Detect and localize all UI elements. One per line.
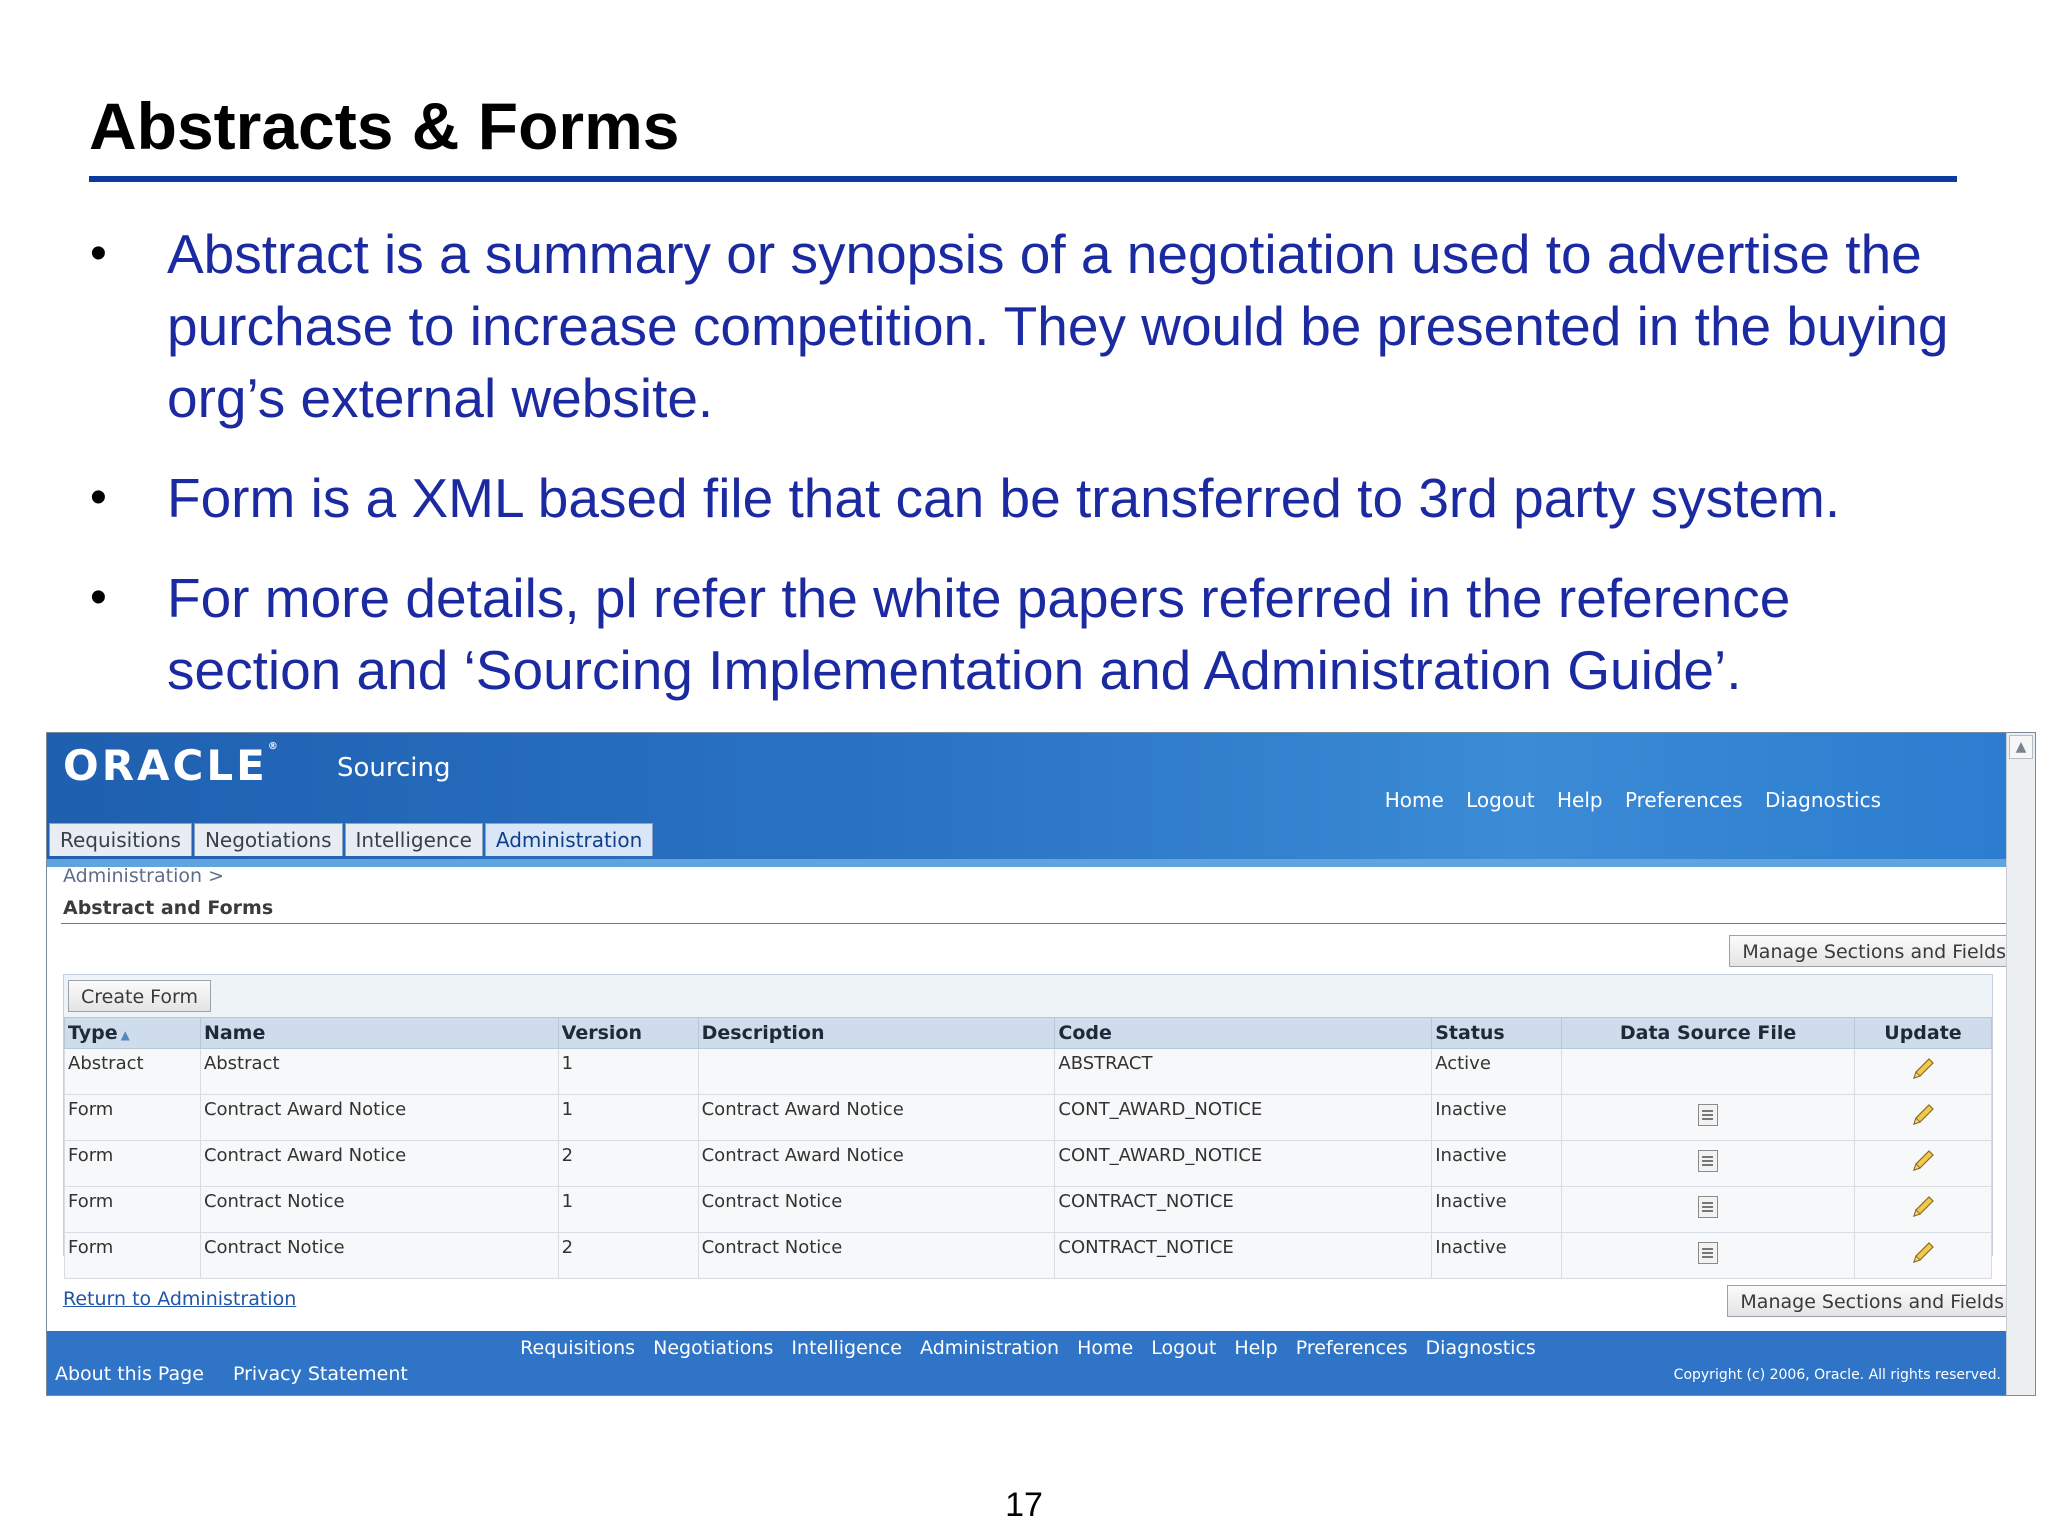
page-heading: Abstract and Forms (63, 897, 274, 919)
slide-title: Abstracts & Forms (89, 89, 680, 163)
footer-links (47, 1337, 2009, 1359)
cell-version: 2 (558, 1233, 698, 1279)
product-name: Sourcing (337, 753, 451, 783)
cell-code: CONTRACT_NOTICE (1055, 1187, 1432, 1233)
cell-update (1854, 1049, 1991, 1095)
bullet-dot: • (90, 227, 107, 280)
footer-link-logout[interactable]: Logout (1151, 1337, 1217, 1359)
column-header-type[interactable]: Type ▲ (65, 1018, 201, 1049)
footer-link-diagnostics[interactable]: Diagnostics (1425, 1337, 1536, 1359)
document-icon[interactable] (1698, 1104, 1718, 1126)
manage-sections-button-bottom[interactable]: Manage Sections and Fields (1727, 1285, 2017, 1317)
footer-link-preferences[interactable]: Preferences (1295, 1337, 1408, 1359)
global-link-help[interactable]: Help (1556, 788, 1603, 812)
cell-code: CONT_AWARD_NOTICE (1055, 1141, 1432, 1187)
cell-data-source-file (1562, 1233, 1855, 1279)
cell-update (1854, 1141, 1991, 1187)
bullet-text: Abstract is a summary or synopsis of a negotiation used to advertise the purchase to increase competition. They would be presented in the buying org’s external website. (167, 223, 1949, 429)
oracle-logo: ORACLE® (63, 741, 281, 790)
bullet-text: Form is a XML based file that can be transferred to 3rd party system. (167, 467, 1841, 529)
cell-version: 1 (558, 1095, 698, 1141)
sort-ascending-icon: ▲ (120, 1028, 130, 1042)
column-header-code: Code (1055, 1018, 1432, 1049)
cell-update (1854, 1233, 1991, 1279)
cell-version: 1 (558, 1187, 698, 1233)
cell-update (1854, 1095, 1991, 1141)
forms-table-region (63, 974, 1993, 1256)
cell-name: Contract Award Notice (200, 1095, 558, 1141)
heading-divider (61, 923, 2007, 924)
bullet-item (90, 462, 1970, 534)
manage-sections-button[interactable]: Manage Sections and Fields (1729, 935, 2019, 967)
pencil-icon[interactable] (1910, 1240, 1936, 1266)
footer-link-help[interactable]: Help (1234, 1337, 1278, 1359)
return-to-administration-link[interactable]: Return to Administration (63, 1288, 297, 1310)
column-header-description: Description (698, 1018, 1055, 1049)
cell-code: CONTRACT_NOTICE (1055, 1233, 1432, 1279)
global-link-diagnostics[interactable]: Diagnostics (1764, 788, 1881, 812)
document-icon[interactable] (1698, 1196, 1718, 1218)
column-header-name: Name (200, 1018, 558, 1049)
table-header-row (65, 1018, 1992, 1049)
cell-description: Contract Notice (698, 1187, 1055, 1233)
cell-version: 1 (558, 1049, 698, 1095)
document-icon[interactable] (1698, 1150, 1718, 1172)
pencil-icon[interactable] (1910, 1148, 1936, 1174)
bullet-text: For more details, pl refer the white papers referred in the reference section and ‘Sourcing Implementation and Administration Guide’. (167, 567, 1791, 701)
cell-name: Contract Notice (200, 1187, 558, 1233)
cell-code: CONT_AWARD_NOTICE (1055, 1095, 1432, 1141)
cell-name: Contract Award Notice (200, 1141, 558, 1187)
cell-status: Active (1432, 1049, 1562, 1095)
create-form-button[interactable]: Create Form (68, 980, 211, 1012)
copyright-text: Copyright (c) 2006, Oracle. All rights reserved. (1673, 1367, 2001, 1383)
cell-name: Abstract (200, 1049, 558, 1095)
footer-link-intelligence[interactable]: Intelligence (791, 1337, 902, 1359)
bullet-dot: • (90, 571, 107, 624)
about-this-page-link[interactable]: About this Page (55, 1363, 204, 1385)
cell-type: Form (65, 1233, 201, 1279)
table-row (65, 1049, 1992, 1095)
column-header-status: Status (1432, 1018, 1562, 1049)
footer-link-requisitions[interactable]: Requisitions (520, 1337, 636, 1359)
cell-status: Inactive (1432, 1187, 1562, 1233)
app-banner (47, 733, 2009, 859)
table-row (65, 1141, 1992, 1187)
scroll-up-arrow-icon[interactable]: ▲ (2009, 735, 2033, 759)
cell-data-source-file (1562, 1095, 1855, 1141)
footer-link-home[interactable]: Home (1077, 1337, 1134, 1359)
bullet-list (90, 218, 1970, 706)
cell-name: Contract Notice (200, 1233, 558, 1279)
oracle-sourcing-screenshot (46, 732, 2036, 1396)
tab-intelligence[interactable]: Intelligence (345, 823, 483, 856)
cell-data-source-file (1562, 1049, 1855, 1095)
column-header-update: Update (1854, 1018, 1991, 1049)
global-link-logout[interactable]: Logout (1466, 788, 1535, 812)
privacy-statement-link[interactable]: Privacy Statement (233, 1363, 408, 1385)
column-header-data-source-file: Data Source File (1562, 1018, 1855, 1049)
cell-status: Inactive (1432, 1233, 1562, 1279)
banner-strip (47, 859, 2009, 867)
cell-type: Abstract (65, 1049, 201, 1095)
footer-link-administration[interactable]: Administration (920, 1337, 1060, 1359)
tab-negotiations[interactable]: Negotiations (194, 823, 343, 856)
bullet-item (90, 562, 1970, 706)
table-row (65, 1233, 1992, 1279)
cell-description: Contract Award Notice (698, 1141, 1055, 1187)
cell-type: Form (65, 1141, 201, 1187)
tab-administration[interactable]: Administration (485, 823, 653, 856)
cell-code: ABSTRACT (1055, 1049, 1432, 1095)
cell-description (698, 1049, 1055, 1095)
vertical-scrollbar[interactable] (2006, 733, 2035, 1395)
tab-bar (49, 823, 655, 859)
cell-description: Contract Notice (698, 1233, 1055, 1279)
global-link-preferences[interactable]: Preferences (1624, 788, 1743, 812)
title-divider (89, 176, 1957, 182)
table-toolbar (64, 975, 1992, 1017)
tab-requisitions[interactable]: Requisitions (49, 823, 192, 856)
footer-link-negotiations[interactable]: Negotiations (653, 1337, 774, 1359)
document-icon[interactable] (1698, 1242, 1718, 1264)
pencil-icon[interactable] (1910, 1056, 1936, 1082)
global-link-home[interactable]: Home (1384, 788, 1444, 812)
pencil-icon[interactable] (1910, 1194, 1936, 1220)
cell-version: 2 (558, 1141, 698, 1187)
cell-status: Inactive (1432, 1141, 1562, 1187)
cell-data-source-file (1562, 1141, 1855, 1187)
breadcrumb[interactable]: Administration > (63, 865, 224, 887)
cell-data-source-file (1562, 1187, 1855, 1233)
cell-status: Inactive (1432, 1095, 1562, 1141)
page-number: 17 (1005, 1486, 1043, 1524)
app-footer (47, 1331, 2009, 1396)
column-header-version: Version (558, 1018, 698, 1049)
pencil-icon[interactable] (1910, 1102, 1936, 1128)
bullet-dot: • (90, 471, 107, 524)
global-links (1369, 788, 1881, 812)
cell-update (1854, 1187, 1991, 1233)
bullet-item (90, 218, 1970, 434)
cell-description: Contract Award Notice (698, 1095, 1055, 1141)
cell-type: Form (65, 1187, 201, 1233)
cell-type: Form (65, 1095, 201, 1141)
table-row (65, 1095, 1992, 1141)
table-row (65, 1187, 1992, 1233)
forms-table (64, 1017, 1992, 1279)
